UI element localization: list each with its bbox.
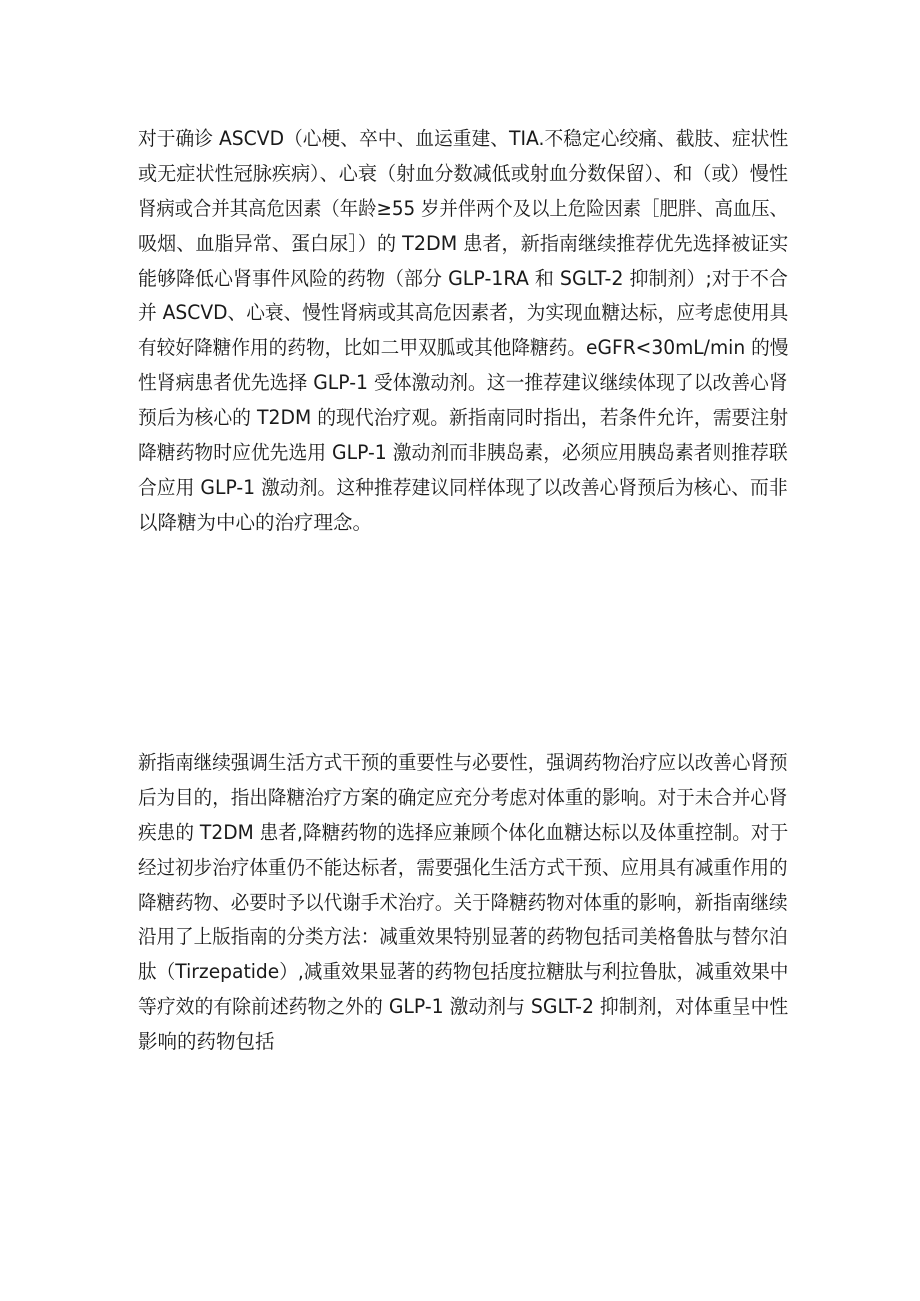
paragraph-line: 等疗效的有除前述药物之外的 GLP-1 激动剂与 SGLT-2 抑制剂，对体重呈中性 (138, 995, 789, 1019)
paragraph-line: 预后为核心的 T2DM 的现代治疗观。新指南同时指出，若条件允许，需要注射 (138, 406, 789, 430)
paragraph-line: 肾病或合并其高危因素（年龄≥55 岁并伴两个及以上危险因素［肥胖、高血压、 (138, 196, 788, 220)
paragraph-line: 疾患的 T2DM 患者,降糖药物的选择应兼顾个体化血糖达标以及体重控制。对于 (138, 820, 789, 844)
paragraph-line: 吸烟、血脂异常、蛋白尿］）的 T2DM 患者，新指南继续推荐优先选择被证实 (138, 231, 789, 255)
paragraph-line: 肽（Tirzepatide）,减重效果显著的药物包括度拉糖肽与利拉鲁肽，减重效果中 (138, 960, 789, 984)
paragraph-line: 影响的药物包括 (138, 1030, 275, 1054)
paragraph-line: 并 ASCVD、心衰、慢性肾病或其高危因素者，为实现血糖达标，应考虑使用具 (138, 301, 789, 325)
paragraph-line: 新指南继续强调生活方式干预的重要性与必要性，强调药物治疗应以改善心肾预 (138, 751, 788, 774)
paragraph-line: 能够降低心肾事件风险的药物（部分 GLP-1RA 和 SGLT-2 抑制剂）;对于不合 (138, 266, 788, 290)
paragraph-line: 降糖药物时应优先选用 GLP-1 激动剂而非胰岛素，必须应用胰岛素者则推荐联 (138, 441, 788, 465)
paragraph-line: 或无症状性冠脉疾病）、心衰（射血分数减低或射血分数保留）、和（或）慢性 (138, 161, 789, 185)
paragraph-line: 沿用了上版指南的分类方法：减重效果特别显著的药物包括司美格鲁肽与替尔泊 (138, 925, 788, 949)
paragraph-line: 合应用 GLP-1 激动剂。这种推荐建议同样体现了以改善心肾预后为核心、而非 (138, 475, 788, 499)
paragraph-line: 对于确诊 ASCVD（心梗、卒中、血运重建、TIA.不稳定心绞痛、截肢、症状性 (138, 127, 789, 150)
paragraph-line: 降糖药物、必要时予以代谢手术治疗。关于降糖药物对体重的影响，新指南继续 (138, 890, 788, 914)
paragraph-line: 性肾病患者优先选择 GLP-1 受体激动剂。这一推荐建议继续体现了以改善心肾 (138, 371, 788, 395)
paragraph-line: 有较好降糖作用的药物，比如二甲双胍或其他降糖药。eGFR<30mL/min 的慢 (138, 336, 789, 360)
paragraph-1 (138, 122, 788, 541)
paragraph-2 (138, 746, 788, 1060)
paragraph-line: 以降糖为中心的治疗理念。 (138, 510, 373, 534)
paragraph-line: 后为目的，指出降糖治疗方案的确定应充分考虑对体重的影响。对于未合并心肾 (138, 785, 788, 809)
paragraph-line: 经过初步治疗体重仍不能达标者，需要强化生活方式干预、应用具有减重作用的 (138, 855, 788, 879)
